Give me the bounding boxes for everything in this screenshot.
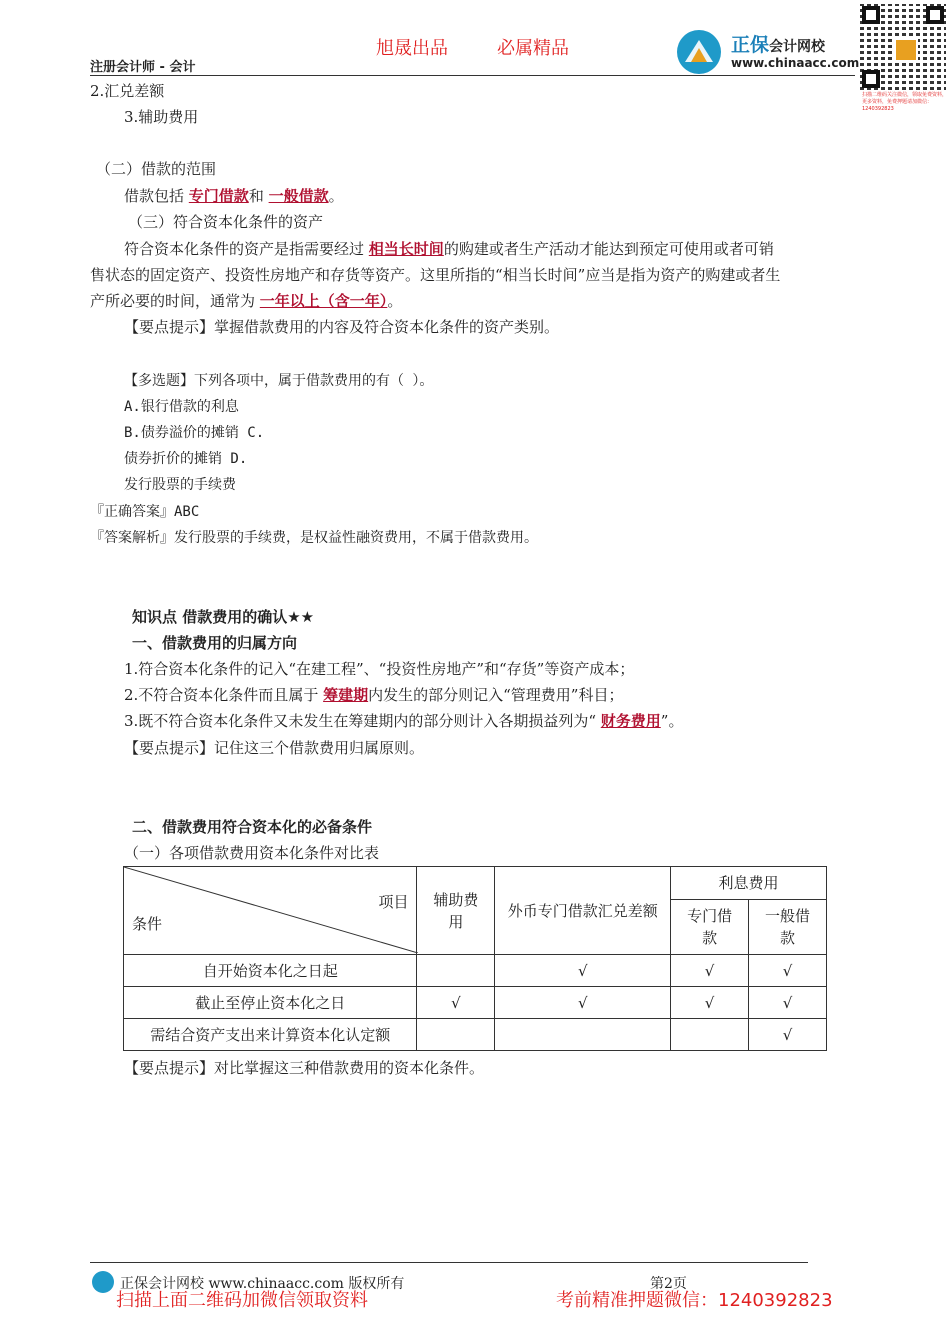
text: 3.既不符合资本化条件又未发生在筹建期内的部分则计入各期损益列为“ [124, 712, 596, 730]
cell-general: √ [749, 1019, 827, 1051]
table-row [124, 1019, 827, 1051]
cell-special: √ [671, 987, 749, 1019]
attribution-rule-3 [124, 710, 683, 731]
cell-aux [417, 1019, 495, 1051]
section-attribution: 一、借款费用的归属方向 [132, 634, 298, 652]
row-label: 自开始资本化之日起 [124, 955, 417, 987]
highlight-long-period: 相当长时间 [368, 240, 444, 258]
text: 借款包括 [124, 187, 185, 205]
footer-promo-left: 扫描上面二维码加微信领取资料 [116, 1290, 368, 1311]
text: ”。 [660, 712, 684, 730]
table-caption: （一）各项借款费用资本化条件对比表 [124, 844, 380, 862]
question-option-a: A.银行借款的利息 [124, 399, 239, 415]
question-option-c: 债券折价的摊销 D. [124, 451, 248, 467]
question-title: 【多选题】下列各项中，属于借款费用的有（ ）。 [124, 373, 434, 389]
logo-url: www.chinaacc.com [731, 56, 860, 70]
cell-fx: √ [495, 955, 671, 987]
cell-aux [417, 955, 495, 987]
cell-general: √ [749, 987, 827, 1019]
cell-special: √ [671, 955, 749, 987]
footer-copyright: 正保会计网校 www.chinaacc.com 版权所有 [120, 1276, 405, 1292]
text: 的购建或者生产活动才能达到预定可使用或者可销 [443, 240, 774, 258]
header-slogan-right: 必属精品 [497, 38, 569, 59]
col-header-special [671, 900, 749, 955]
highlight-general-loan: 一般借款 [268, 187, 329, 205]
col-header-interest: 利息费用 [671, 867, 827, 900]
capitalization-comparison-table [123, 866, 827, 1051]
question-option-d: 发行股票的手续费 [124, 477, 236, 493]
cell-fx: √ [495, 987, 671, 1019]
question-option-b: B.债券溢价的摊销 C. [124, 425, 265, 441]
section-borrowing-scope: （二）借款的范围 [96, 160, 217, 178]
answer-analysis: 『答案解析』发行股票的手续费，是权益性融资费用，不属于借款费用。 [90, 530, 538, 546]
footer-divider [90, 1262, 808, 1263]
highlight-preparation-period: 筹建期 [323, 686, 369, 704]
col-header-aux [417, 867, 495, 955]
col-header-fx [495, 867, 671, 955]
line-exchange-diff: 2.汇兑差额 [90, 82, 165, 100]
cell-aux: √ [417, 987, 495, 1019]
row-label: 需结合资产支出来计算资本化认定额 [124, 1019, 417, 1051]
attribution-rule-2 [124, 684, 623, 705]
paragraph-line-1 [124, 238, 774, 259]
borrowing-types-line [124, 185, 344, 206]
highlight-one-year: 一年以上（含一年） [259, 292, 388, 310]
section-capitalization-conditions: 二、借款费用符合资本化的必备条件 [132, 818, 373, 836]
text: 和 [248, 187, 264, 205]
table-row [124, 955, 827, 987]
attribution-rule-1: 1.符合资本化条件的记入“在建工程”、“投资性房地产”和“存货”等资产成本； [124, 660, 635, 678]
footer-promo-right: 考前精准押题微信：1240392823 [556, 1290, 833, 1311]
col-header-general-text: 一般借款 [765, 907, 811, 947]
table-row [124, 987, 827, 1019]
logo-name-sub: 会计网校 [769, 39, 826, 55]
course-title: 注册会计师 - 会计 [90, 60, 196, 75]
col-header-fx-text: 外币专门借款汇兑差额 [507, 901, 658, 920]
table-corner-cell [124, 867, 417, 955]
text: 。 [387, 292, 403, 310]
cell-general: √ [749, 955, 827, 987]
diagonal-line [124, 867, 418, 953]
logo-name-main: 正保 [731, 34, 770, 56]
paragraph-line-2: 售状态的固定资产、投资性房地产和存货等资产。这里所指的“相当长时间”应当是指为资产的购建或者生 [90, 266, 781, 284]
logo-mark-icon [677, 30, 721, 74]
cell-fx [495, 1019, 671, 1051]
text: 内发生的部分则记入“管理费用”科目； [368, 686, 624, 704]
chinaacc-logo [677, 28, 860, 76]
text: 。 [328, 187, 344, 205]
cell-special [671, 1019, 749, 1051]
text: 产所必要的时间，通常为 [90, 292, 256, 310]
row-label: 截止至停止资本化之日 [124, 987, 417, 1019]
text: 符合资本化条件的资产是指需要经过 [124, 240, 365, 258]
text: 2.不符合资本化条件而且属于 [124, 686, 319, 704]
tip-asset-types: 【要点提示】掌握借款费用的内容及符合资本化条件的资产类别。 [124, 318, 560, 336]
logo-name [731, 30, 825, 57]
footer-logo-icon [92, 1271, 114, 1293]
tip-attribution: 【要点提示】记住这三个借款费用归属原则。 [124, 739, 425, 757]
correct-answer: 『正确答案』ABC [90, 504, 200, 520]
tip-capitalization: 【要点提示】对比掌握这三种借款费用的资本化条件。 [124, 1059, 485, 1077]
knowledge-point-title: 知识点 借款费用的确认★★ [132, 608, 315, 626]
highlight-special-loan: 专门借款 [188, 187, 249, 205]
col-header-special-text: 专门借款 [687, 907, 733, 947]
header-slogan-left: 旭晟出品 [376, 38, 448, 59]
paragraph-line-3 [90, 290, 402, 311]
col-header-general [749, 900, 827, 955]
qr-caption: 扫描二维码关注微信，领取免费资料，更多资料，免费押题请加微信：1240392823 [862, 92, 948, 112]
highlight-finance-cost: 财务费用 [600, 712, 661, 730]
corner-header-item: 项目 [378, 893, 409, 911]
col-header-aux-text: 辅助费用 [433, 890, 479, 931]
section-qualifying-assets: （三）符合资本化条件的资产 [128, 213, 324, 231]
corner-header-condition: 条件 [132, 915, 163, 933]
page-number: 第2页 [650, 1276, 687, 1292]
line-aux-cost: 3.辅助费用 [124, 108, 199, 126]
